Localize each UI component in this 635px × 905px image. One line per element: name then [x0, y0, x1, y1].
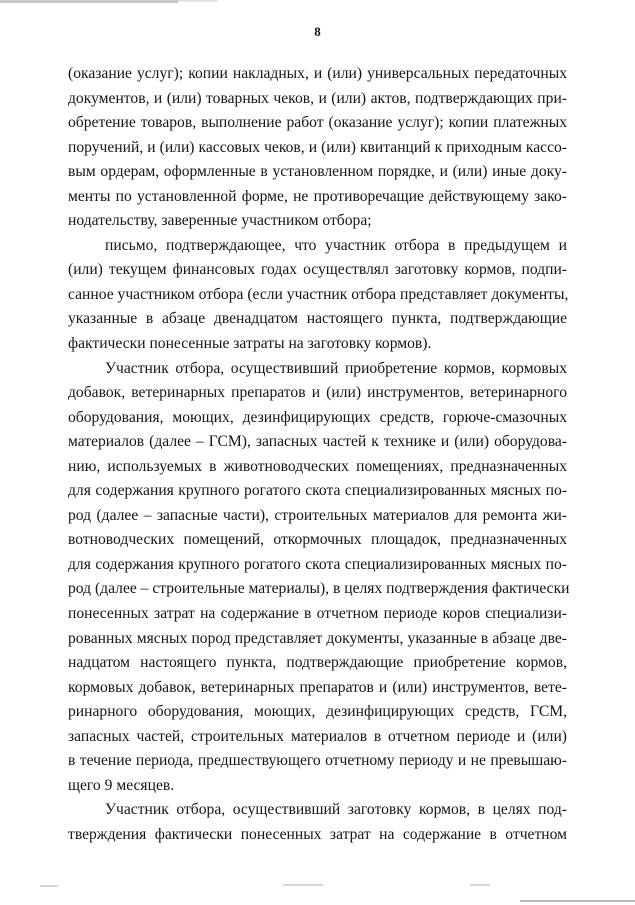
text-line: для содержания крупного рогатого скота специализированных мясных по- [68, 555, 567, 573]
text-line: (оказание услуг); копии накладных, и (или) универсальных передаточных [68, 65, 567, 82]
text-line: менты по установленной форме, не противоречащие действующему зако- [68, 187, 567, 205]
page-number: 8 [314, 24, 321, 39]
text-line: в течение периода, предшествующего отчетному периоду и не превышаю- [68, 752, 567, 770]
text-line: материалов (далее – ГСМ), запасных частей к технике и (или) оборудова- [68, 433, 567, 451]
scan-speck [520, 900, 635, 902]
text-line: (или) текущем финансовых годах осуществлял заготовку кормов, подпи- [68, 261, 567, 279]
scan-speck [470, 884, 490, 886]
text-line: вым ордерам, оформленные в установленном порядке, и (или) иные доку- [68, 163, 567, 181]
text-line: рованных мясных пород представляет документы, указанные в абзаце две- [68, 629, 567, 647]
text-line: документов, и (или) товарных чеков, и (или) актов, подтверждающих при- [68, 89, 567, 107]
document-body [68, 62, 570, 848]
text-line: письмо, подтверждающее, что участник отбора в предыдущем и [105, 236, 567, 254]
text-line: для содержания крупного рогатого скота специализированных мясных по- [68, 482, 567, 500]
text-line: кормовых добавок, ветеринарных препаратов и (или) инструментов, вете- [68, 678, 567, 696]
text-line: добавок, ветеринарных препаратов и (или) инструментов, ветеринарного [68, 384, 567, 402]
text-line: обретение товаров, выполнение работ (оказание услуг); копии платежных [68, 114, 567, 132]
paragraph [68, 234, 567, 357]
text-line: нодательству, заверенные участником отбора; [68, 212, 372, 230]
text-line: понесенных затрат на содержание в отчетном периоде коров специализи- [68, 605, 567, 623]
text-line: Участник отбора, осуществивший приобретение кормов, кормовых [105, 359, 567, 377]
scan-edge-mark [178, 0, 218, 2]
text-line: нию, используемых в животноводческих помещениях, предназначенных [68, 457, 567, 475]
text-line: фактически понесенные затраты на заготовку кормов). [68, 335, 432, 353]
text-line: род (далее – запасные части), строительных материалов для ремонта жи- [68, 506, 567, 524]
scan-speck [283, 884, 323, 886]
scan-edge-mark [0, 0, 178, 3]
paragraph [68, 357, 570, 799]
text-line: род (далее – строительные материалы), в целях подтверждения фактически [68, 580, 570, 598]
paragraph [68, 798, 567, 847]
text-line: запасных частей, строительных материалов в отчетном периоде и (или) [68, 727, 567, 745]
scan-speck [40, 885, 58, 887]
text-line: указанные в абзаце двенадцатом настоящего пункта, подтверждающие [68, 310, 567, 328]
text-line: вотноводческих помещений, откормочных площадок, предназначенных [68, 531, 567, 549]
text-line: ринарного оборудования, моющих, дезинфицирующих средств, ГСМ, [68, 703, 567, 721]
text-line: надцатом настоящего пункта, подтверждающие приобретение кормов, [68, 654, 567, 672]
paragraph [68, 62, 567, 234]
text-line: Участник отбора, осуществивший заготовку кормов, в целях под- [105, 801, 567, 819]
text-line: санное участником отбора (если участник отбора представляет документы, [68, 285, 569, 303]
text-line: поручений, и (или) кассовых чеков, и (или) квитанций к приходным кассо- [68, 138, 567, 156]
text-line: тверждения фактически понесенных затрат на содержание в отчетном [68, 825, 567, 843]
text-line: оборудования, моющих, дезинфицирующих средств, горюче-смазочных [68, 408, 567, 426]
text-line: щего 9 месяцев. [68, 776, 175, 794]
